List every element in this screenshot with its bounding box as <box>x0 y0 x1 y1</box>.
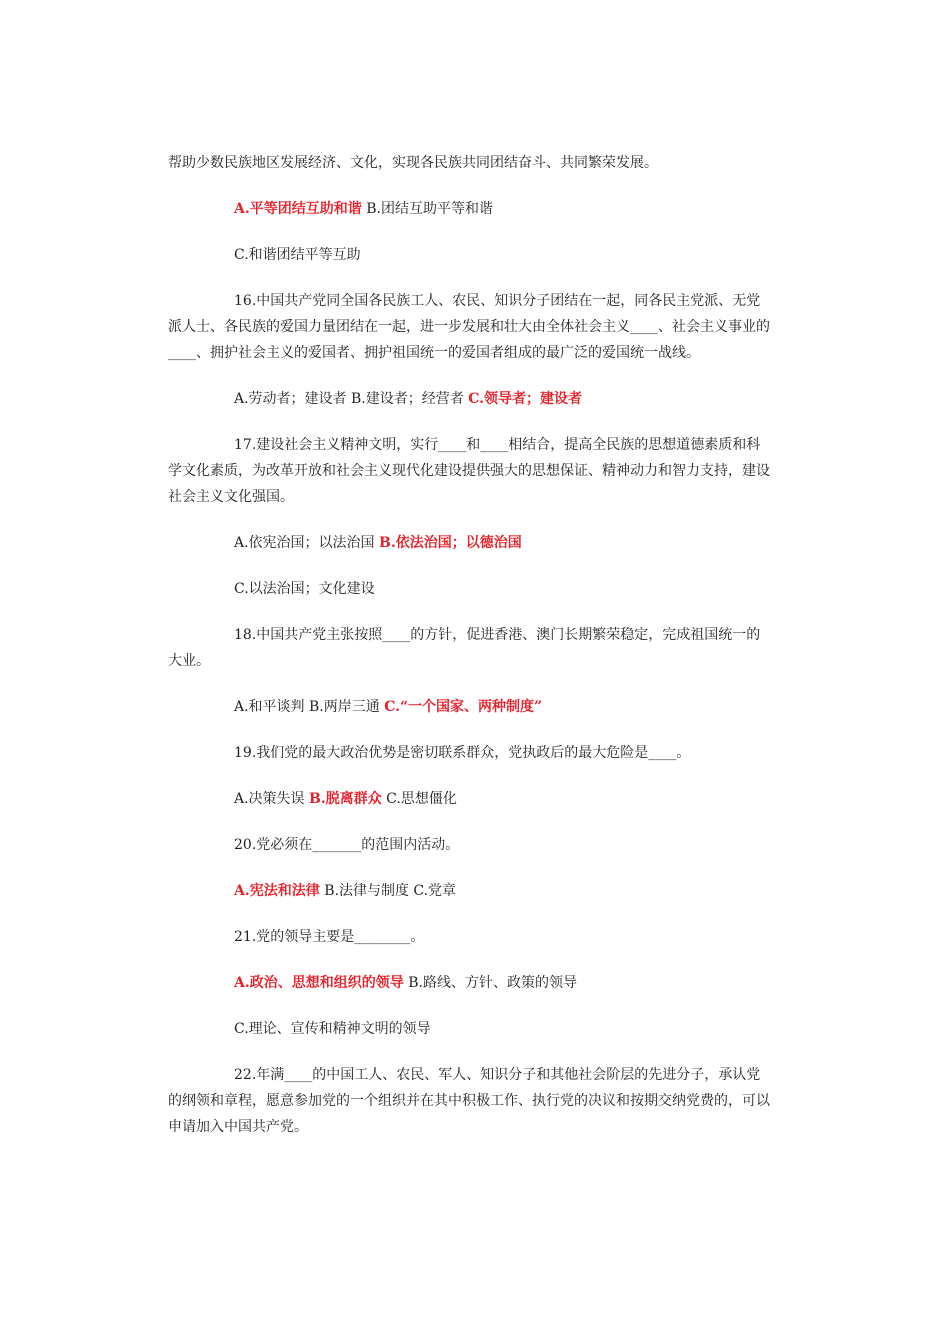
question-20: 20.党必须在_______的范围内活动。 <box>234 837 460 853</box>
q15-option-b: B.团结互助平等和谐 <box>361 201 493 217</box>
question-19: 19.我们党的最大政治优势是密切联系群众，党执政后的最大危险是____。 <box>234 745 691 761</box>
q21-options-row2: C.理论、宣传和精神文明的领导 <box>234 1021 431 1037</box>
q20-answer: A.宪法和法律 <box>234 883 320 899</box>
q21-option-b: B.路线、方针、政策的领导 <box>403 975 577 991</box>
q19-options <box>168 786 774 812</box>
q16-options-ab: A.劳动者；建设者 B.建设者；经营者 <box>234 391 469 407</box>
question-21: 21.党的领导主要是________。 <box>234 929 425 945</box>
question-17: 17.建设社会主义精神文明，实行____和____相结合，提高全民族的思想道德素质和科学文化素质，为改革开放和社会主义现代化建设提供强大的思想保证、精神动力和智力支持，建设社会主义文化强国。 <box>168 437 770 505</box>
q16-options <box>168 386 774 412</box>
q21-options-row1 <box>168 970 774 996</box>
question-16: 16.中国共产党同全国各民族工人、农民、知识分子团结在一起，同各民主党派、无党派人士、各民族的爱国力量团结在一起，进一步发展和壮大由全体社会主义____、社会主义事业的____、拥护社会主义的爱国者、拥护祖国统一的爱国者组成的最广泛的爱国统一战线。 <box>168 293 770 361</box>
intro-text: 帮助少数民族地区发展经济、文化，实现各民族共同团结奋斗、共同繁荣发展。 <box>168 155 658 171</box>
q15-options-row1 <box>168 196 774 222</box>
q18-options <box>168 694 774 720</box>
q15-answer: A.平等团结互助和谐 <box>234 201 362 217</box>
q17-options-row2: C.以法治国；文化建设 <box>234 581 375 597</box>
q18-options-ab: A.和平谈判 B.两岸三通 <box>234 699 385 715</box>
question-18: 18.中国共产党主张按照____的方针，促进香港、澳门长期繁荣稳定，完成祖国统一的大业。 <box>168 627 761 669</box>
q15-options-row2: C.和谐团结平等互助 <box>234 247 361 263</box>
q19-answer: B.脱离群众 <box>309 791 382 807</box>
q18-answer: C.“一个国家、两种制度” <box>384 699 543 715</box>
q16-answer: C.领导者；建设者 <box>468 391 582 407</box>
q21-answer: A.政治、思想和组织的领导 <box>234 975 404 991</box>
q17-answer: B.依法治国；以德治国 <box>379 535 522 551</box>
q19-option-a: A.决策失误 <box>234 791 310 807</box>
q17-option-a: A.依宪治国；以法治国 <box>234 535 380 551</box>
question-22: 22.年满____的中国工人、农民、军人、知识分子和其他社会阶层的先进分子，承认党的纲领和章程，愿意参加党的一个组织并在其中积极工作、执行党的决议和按期交纳党费的，可以申请加入中国共产党。 <box>168 1067 770 1135</box>
q19-option-c: C.思想僵化 <box>381 791 457 807</box>
q20-options <box>168 878 774 904</box>
q17-options-row1 <box>168 530 774 556</box>
q20-options-bc: B.法律与制度 C.党章 <box>319 883 457 899</box>
